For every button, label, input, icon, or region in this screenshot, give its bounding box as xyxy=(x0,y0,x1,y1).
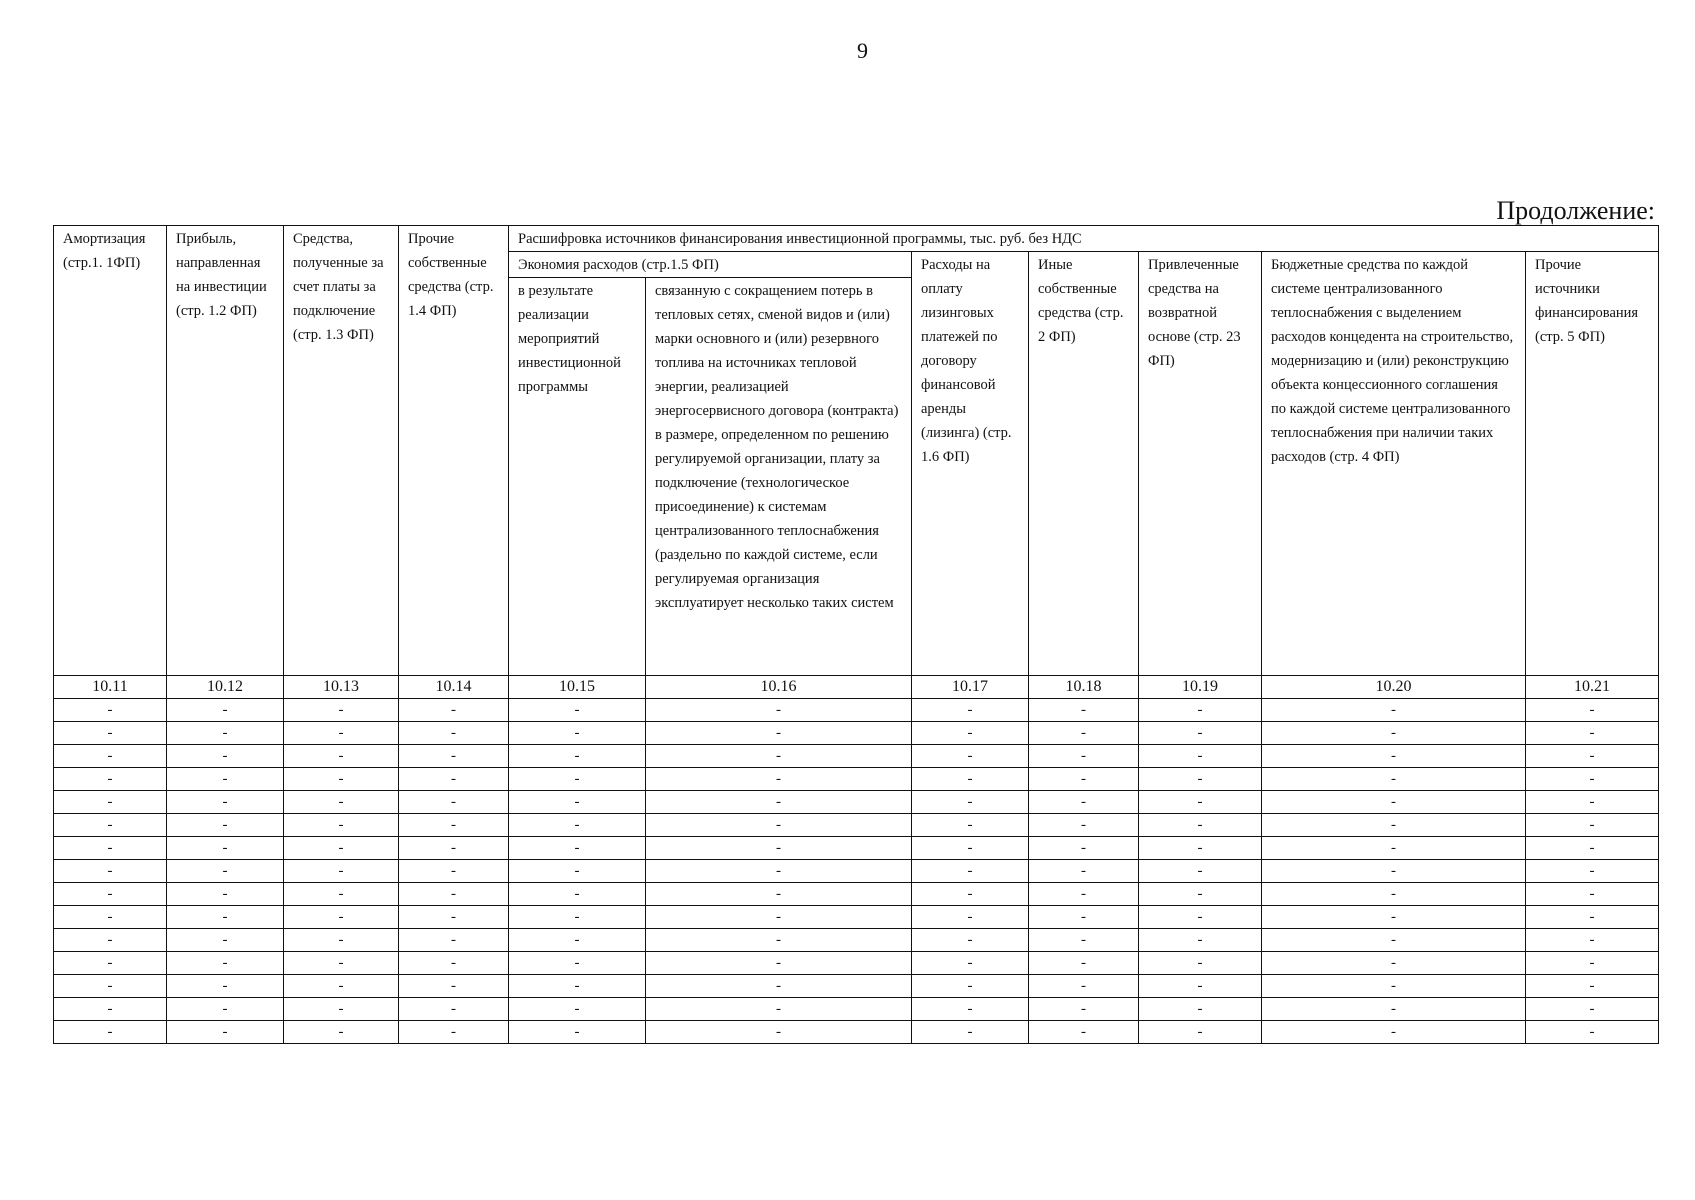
table-cell: - xyxy=(167,814,284,837)
header-savings-loss-reduction: связанную с сокращением потерь в тепловых сетях, сменой видов и (или) марки основного и (или) резервного топлива на источниках тепловой энергии, реализацией энергосервисного договора (контракта) в размере, определенном по решению регулируемой организации, плату за подключение (технологическое присоединение) к системам централизованного теплоснабжения (раздельно по каждой системе, если регулируемая организация эксплуатирует несколько таких систем xyxy=(646,278,912,676)
table-cell: - xyxy=(284,1021,399,1044)
table-cell: - xyxy=(399,791,509,814)
table-row xyxy=(54,768,1659,791)
table-cell: - xyxy=(509,952,646,975)
table-cell: - xyxy=(54,768,167,791)
table-cell: - xyxy=(646,768,912,791)
subgroup-header-cost-savings: Экономия расходов (стр.1.5 ФП) xyxy=(509,252,912,278)
table-cell: - xyxy=(399,975,509,998)
table-row xyxy=(54,975,1659,998)
table-cell: - xyxy=(912,952,1029,975)
table-cell: - xyxy=(509,860,646,883)
table-cell: - xyxy=(646,906,912,929)
page-number: 9 xyxy=(857,38,868,63)
table-row xyxy=(54,699,1659,722)
table-cell: - xyxy=(284,860,399,883)
table-cell: - xyxy=(912,768,1029,791)
table-cell: - xyxy=(1029,722,1139,745)
table-cell: - xyxy=(912,860,1029,883)
table-cell: - xyxy=(1526,699,1659,722)
table-cell: - xyxy=(912,975,1029,998)
table-row xyxy=(54,1021,1659,1044)
column-number: 10.20 xyxy=(1262,676,1526,699)
table-cell: - xyxy=(1262,837,1526,860)
table-cell: - xyxy=(912,998,1029,1021)
table-cell: - xyxy=(646,837,912,860)
table-cell: - xyxy=(54,860,167,883)
table-cell: - xyxy=(54,1021,167,1044)
column-number: 10.11 xyxy=(54,676,167,699)
header-profit-investments: Прибыль, направленная на инвестиции (стр. 1.2 ФП) xyxy=(167,226,284,676)
table-cell: - xyxy=(912,929,1029,952)
table-cell: - xyxy=(167,929,284,952)
table-cell: - xyxy=(1029,837,1139,860)
table-cell: - xyxy=(509,699,646,722)
table-row xyxy=(54,814,1659,837)
table-cell: - xyxy=(399,998,509,1021)
table-cell: - xyxy=(399,929,509,952)
group-header-financing-breakdown: Расшифровка источников финансирования инвестиционной программы, тыс. руб. без НДС xyxy=(509,226,1659,252)
table-cell: - xyxy=(167,952,284,975)
table-cell: - xyxy=(284,699,399,722)
column-number: 10.21 xyxy=(1526,676,1659,699)
table-cell: - xyxy=(509,768,646,791)
table-cell: - xyxy=(1262,791,1526,814)
table-row xyxy=(54,860,1659,883)
table-cell: - xyxy=(646,745,912,768)
table-cell: - xyxy=(167,906,284,929)
table-cell: - xyxy=(912,699,1029,722)
table-cell: - xyxy=(284,883,399,906)
table-cell: - xyxy=(1029,768,1139,791)
table-cell: - xyxy=(167,975,284,998)
table-cell: - xyxy=(1262,998,1526,1021)
table-cell: - xyxy=(1139,722,1262,745)
table-cell: - xyxy=(399,860,509,883)
table-cell: - xyxy=(1262,952,1526,975)
column-number: 10.17 xyxy=(912,676,1029,699)
column-number: 10.13 xyxy=(284,676,399,699)
table-row xyxy=(54,791,1659,814)
table-cell: - xyxy=(646,952,912,975)
header-connection-fee-funds: Средства, полученные за счет платы за подключение (стр. 1.3 ФП) xyxy=(284,226,399,676)
table-cell: - xyxy=(167,768,284,791)
column-number: 10.15 xyxy=(509,676,646,699)
table-cell: - xyxy=(284,814,399,837)
table-cell: - xyxy=(167,837,284,860)
column-number: 10.19 xyxy=(1139,676,1262,699)
table-cell: - xyxy=(1139,1021,1262,1044)
table-cell: - xyxy=(284,768,399,791)
table-cell: - xyxy=(1029,699,1139,722)
table-cell: - xyxy=(1262,768,1526,791)
table-cell: - xyxy=(646,1021,912,1044)
table-cell: - xyxy=(54,998,167,1021)
table-cell: - xyxy=(1139,975,1262,998)
table-cell: - xyxy=(399,952,509,975)
table-cell: - xyxy=(284,906,399,929)
table-cell: - xyxy=(284,998,399,1021)
table-cell: - xyxy=(167,699,284,722)
table-cell: - xyxy=(1029,906,1139,929)
table-cell: - xyxy=(167,998,284,1021)
table-cell: - xyxy=(912,722,1029,745)
table-cell: - xyxy=(167,722,284,745)
table-cell: - xyxy=(509,837,646,860)
table-row xyxy=(54,906,1659,929)
table-cell: - xyxy=(646,722,912,745)
table-row xyxy=(54,722,1659,745)
table-cell: - xyxy=(912,1021,1029,1044)
table-row xyxy=(54,837,1659,860)
column-number: 10.14 xyxy=(399,676,509,699)
column-number: 10.16 xyxy=(646,676,912,699)
table-cell: - xyxy=(509,883,646,906)
table-cell: - xyxy=(1526,906,1659,929)
table-cell: - xyxy=(1526,952,1659,975)
table-cell: - xyxy=(646,814,912,837)
table-cell: - xyxy=(1262,975,1526,998)
table-cell: - xyxy=(912,814,1029,837)
header-other-own-funds-2: Иные собственные средства (стр. 2 ФП) xyxy=(1029,252,1139,676)
table-cell: - xyxy=(284,975,399,998)
table-cell: - xyxy=(1526,814,1659,837)
table-cell: - xyxy=(912,837,1029,860)
table-cell: - xyxy=(54,975,167,998)
table-cell: - xyxy=(646,883,912,906)
table-cell: - xyxy=(284,929,399,952)
table-cell: - xyxy=(1262,814,1526,837)
table-cell: - xyxy=(399,745,509,768)
table-cell: - xyxy=(167,860,284,883)
table-cell: - xyxy=(1526,1021,1659,1044)
table-cell: - xyxy=(284,722,399,745)
table-cell: - xyxy=(1262,860,1526,883)
table-cell: - xyxy=(54,929,167,952)
table-cell: - xyxy=(399,722,509,745)
table-cell: - xyxy=(1139,883,1262,906)
table-cell: - xyxy=(399,768,509,791)
header-amortization: Амортизация (стр.1. 1ФП) xyxy=(54,226,167,676)
header-budget-funds: Бюджетные средства по каждой системе централизованного теплоснабжения с выделением расходов концедента на строительство, модернизацию и (или) реконструкцию объекта концессионного соглашения по каждой системе централизованного теплоснабжения при наличии таких расходов (стр. 4 ФП) xyxy=(1262,252,1526,676)
table-cell: - xyxy=(1526,745,1659,768)
table-cell: - xyxy=(1139,768,1262,791)
table-cell: - xyxy=(1029,1021,1139,1044)
table-row xyxy=(54,929,1659,952)
table-cell: - xyxy=(399,883,509,906)
table-cell: - xyxy=(1526,998,1659,1021)
table-cell: - xyxy=(646,975,912,998)
table-cell: - xyxy=(1262,722,1526,745)
table-cell: - xyxy=(399,699,509,722)
table-cell: - xyxy=(646,929,912,952)
table-row xyxy=(54,745,1659,768)
table-cell: - xyxy=(509,998,646,1021)
table-cell: - xyxy=(1526,975,1659,998)
table-cell: - xyxy=(509,975,646,998)
header-other-sources: Прочие источники финансирования (стр. 5 ФП) xyxy=(1526,252,1659,676)
table-cell: - xyxy=(1526,929,1659,952)
table-cell: - xyxy=(509,791,646,814)
table-cell: - xyxy=(1526,860,1659,883)
table-cell: - xyxy=(1139,837,1262,860)
table-cell: - xyxy=(399,837,509,860)
table-cell: - xyxy=(1526,883,1659,906)
header-savings-program-measures: в результате реализации мероприятий инвестиционной программы xyxy=(509,278,646,676)
table-row xyxy=(54,952,1659,975)
table-cell: - xyxy=(54,952,167,975)
table-cell: - xyxy=(1029,929,1139,952)
table-cell: - xyxy=(509,722,646,745)
table-row xyxy=(54,883,1659,906)
table-cell: - xyxy=(54,791,167,814)
table-cell: - xyxy=(912,883,1029,906)
table-cell: - xyxy=(1526,837,1659,860)
table-cell: - xyxy=(284,837,399,860)
table-row xyxy=(54,998,1659,1021)
header-borrowed-funds: Привлеченные средства на возвратной основе (стр. 23 ФП) xyxy=(1139,252,1262,676)
table-cell: - xyxy=(509,929,646,952)
table-cell: - xyxy=(1029,998,1139,1021)
table-cell: - xyxy=(167,745,284,768)
table-cell: - xyxy=(284,745,399,768)
table-cell: - xyxy=(646,998,912,1021)
table-cell: - xyxy=(1139,998,1262,1021)
table-cell: - xyxy=(509,814,646,837)
column-number-row xyxy=(54,676,1659,699)
table-cell: - xyxy=(399,814,509,837)
table-cell: - xyxy=(509,906,646,929)
table-cell: - xyxy=(1262,906,1526,929)
table-cell: - xyxy=(1029,860,1139,883)
table-cell: - xyxy=(1139,791,1262,814)
table-cell: - xyxy=(54,906,167,929)
table-cell: - xyxy=(1139,906,1262,929)
table-cell: - xyxy=(1526,722,1659,745)
table-cell: - xyxy=(54,814,167,837)
column-number: 10.18 xyxy=(1029,676,1139,699)
header-leasing-payments: Расходы на оплату лизинговых платежей по договору финансовой аренды (лизинга) (стр. 1.6 ФП) xyxy=(912,252,1029,676)
table-cell: - xyxy=(1139,814,1262,837)
table-cell: - xyxy=(912,906,1029,929)
table-cell: - xyxy=(1139,929,1262,952)
table-cell: - xyxy=(1262,1021,1526,1044)
table-cell: - xyxy=(509,1021,646,1044)
table-cell: - xyxy=(399,906,509,929)
column-number: 10.12 xyxy=(167,676,284,699)
table-cell: - xyxy=(284,952,399,975)
table-cell: - xyxy=(912,745,1029,768)
table-cell: - xyxy=(54,745,167,768)
continuation-label: Продолжение: xyxy=(1496,196,1655,225)
table-cell: - xyxy=(646,699,912,722)
table-cell: - xyxy=(1526,768,1659,791)
table-cell: - xyxy=(646,860,912,883)
table-cell: - xyxy=(1029,952,1139,975)
table-cell: - xyxy=(912,791,1029,814)
table-cell: - xyxy=(1139,745,1262,768)
header-other-own-funds: Прочие собственные средства (стр. 1.4 ФП) xyxy=(399,226,509,676)
table-cell: - xyxy=(54,837,167,860)
table-cell: - xyxy=(284,791,399,814)
table-cell: - xyxy=(1139,860,1262,883)
table-cell: - xyxy=(54,883,167,906)
table-cell: - xyxy=(54,722,167,745)
table-cell: - xyxy=(1526,791,1659,814)
table-cell: - xyxy=(1262,929,1526,952)
financing-sources-table xyxy=(53,225,1659,1044)
table-cell: - xyxy=(1139,952,1262,975)
table-cell: - xyxy=(1029,883,1139,906)
table-cell: - xyxy=(1262,883,1526,906)
table-cell: - xyxy=(167,1021,284,1044)
table-cell: - xyxy=(1029,791,1139,814)
table-cell: - xyxy=(399,1021,509,1044)
table-cell: - xyxy=(1262,745,1526,768)
table-cell: - xyxy=(167,791,284,814)
table-cell: - xyxy=(1029,814,1139,837)
table-cell: - xyxy=(54,699,167,722)
table-cell: - xyxy=(167,883,284,906)
table-cell: - xyxy=(1029,745,1139,768)
table-cell: - xyxy=(1029,975,1139,998)
table-cell: - xyxy=(1262,699,1526,722)
table-cell: - xyxy=(1139,699,1262,722)
table-cell: - xyxy=(509,745,646,768)
table-cell: - xyxy=(646,791,912,814)
